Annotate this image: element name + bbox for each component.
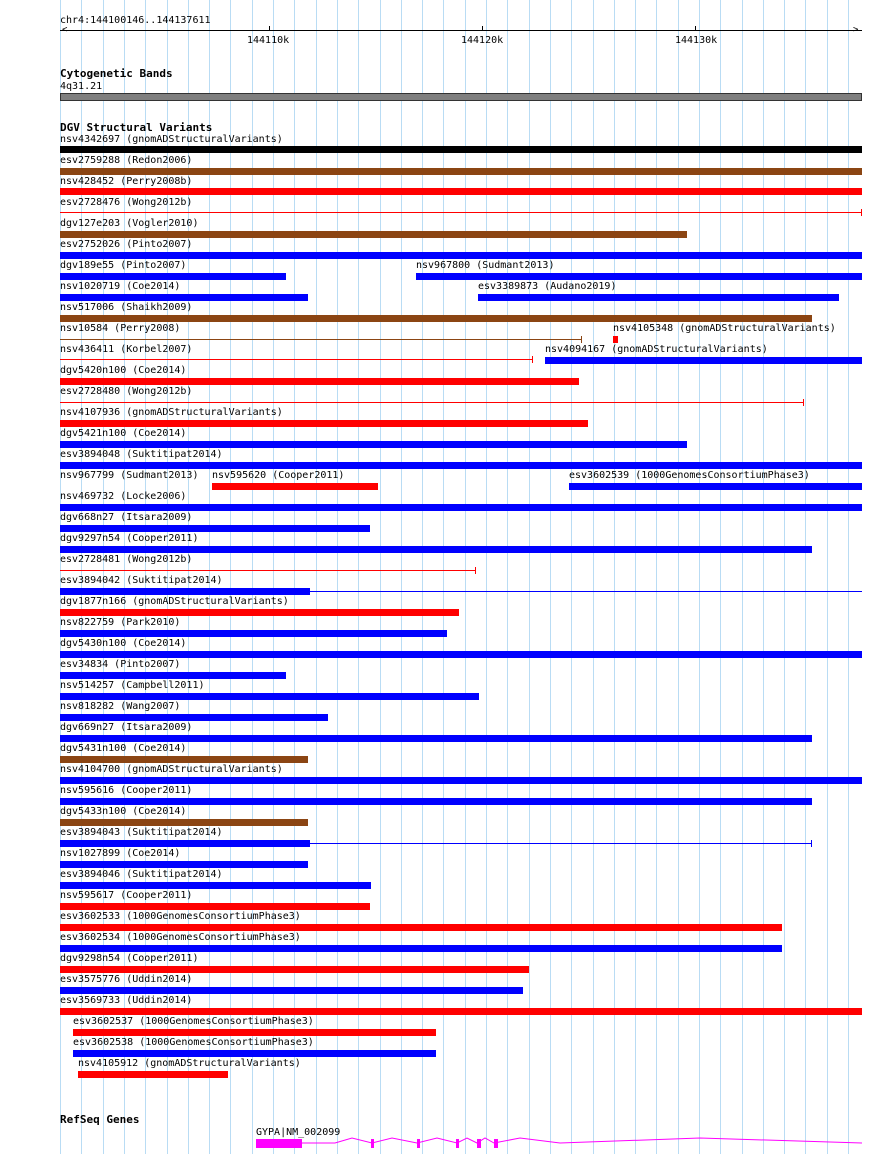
gene-intron-line xyxy=(302,1138,862,1143)
variant-label[interactable]: nsv822759 (Park2010) xyxy=(60,617,181,628)
variant-bar[interactable] xyxy=(60,402,804,403)
variant-label[interactable]: esv3602538 (1000GenomesConsortiumPhase3) xyxy=(73,1037,314,1048)
variant-bar[interactable] xyxy=(60,945,782,952)
variant-bar[interactable] xyxy=(60,462,862,469)
variant-end-tick xyxy=(532,356,533,363)
gene-exon xyxy=(456,1139,459,1148)
variant-bar[interactable] xyxy=(60,630,447,637)
ruler-location: chr4:144100146..144137611 xyxy=(60,15,211,26)
variant-label[interactable]: nsv469732 (Locke2006) xyxy=(60,491,187,502)
variant-end-tick xyxy=(811,840,812,847)
variant-bar[interactable] xyxy=(60,525,370,532)
variant-label[interactable]: dgv5420n100 (Coe2014) xyxy=(60,365,187,376)
variant-bar[interactable] xyxy=(60,546,812,553)
variant-bar[interactable] xyxy=(212,483,378,490)
variant-bar[interactable] xyxy=(60,212,862,213)
variant-bar[interactable] xyxy=(60,168,862,175)
variant-label[interactable]: nsv4105912 (gnomADStructuralVariants) xyxy=(78,1058,301,1069)
variant-label[interactable]: esv3602537 (1000GenomesConsortiumPhase3) xyxy=(73,1016,314,1027)
variant-bar[interactable] xyxy=(60,966,529,973)
variant-bar[interactable] xyxy=(60,315,812,322)
cytoband-bar[interactable] xyxy=(60,93,862,101)
variant-bar[interactable] xyxy=(60,252,862,259)
variant-label[interactable]: dgv669n27 (Itsara2009) xyxy=(60,722,193,733)
variant-label[interactable]: dgv9297n54 (Cooper2011) xyxy=(60,533,199,544)
variant-bar[interactable] xyxy=(73,1050,436,1057)
variant-label[interactable]: nsv10584 (Perry2008) xyxy=(60,323,181,334)
variant-bar[interactable] xyxy=(60,819,308,826)
cytoband-label: 4q31.21 xyxy=(60,81,103,92)
variant-label[interactable]: nsv436411 (Korbel2007) xyxy=(60,344,193,355)
variant-bar[interactable] xyxy=(545,357,862,364)
variant-bar[interactable] xyxy=(60,231,687,238)
gene-model[interactable] xyxy=(0,1130,890,1154)
dgv-track-heading: DGV Structural Variants xyxy=(60,121,213,134)
refseq-track-heading: RefSeq Genes xyxy=(60,1113,140,1126)
variant-bar[interactable] xyxy=(416,273,862,280)
variant-bar[interactable] xyxy=(60,714,328,721)
variant-bar[interactable] xyxy=(60,294,308,301)
ruler-tick xyxy=(269,26,270,31)
variant-end-tick xyxy=(803,399,804,406)
variant-label[interactable]: esv3894048 (Suktitipat2014) xyxy=(60,449,223,460)
variant-bar[interactable] xyxy=(73,1029,436,1036)
variant-label[interactable]: nsv967800 (Sudmant2013) xyxy=(416,260,555,271)
variant-label[interactable]: esv3602534 (1000GenomesConsortiumPhase3) xyxy=(60,932,301,943)
variant-label[interactable]: dgv9298n54 (Cooper2011) xyxy=(60,953,199,964)
ruler-label: 144110k xyxy=(247,35,290,46)
variant-label[interactable]: esv2752026 (Pinto2007) xyxy=(60,239,193,250)
variant-bar[interactable] xyxy=(60,903,370,910)
variant-label[interactable]: dgv189e55 (Pinto2007) xyxy=(60,260,187,271)
variant-bar[interactable] xyxy=(60,882,371,889)
variant-bar[interactable] xyxy=(60,798,812,805)
ruler-tick xyxy=(695,26,696,31)
variant-bar[interactable] xyxy=(60,777,862,784)
gene-exon xyxy=(477,1139,481,1148)
ruler-label: 144120k xyxy=(461,35,504,46)
variant-bar[interactable] xyxy=(60,840,310,847)
variant-label[interactable]: esv3602533 (1000GenomesConsortiumPhase3) xyxy=(60,911,301,922)
variant-label[interactable]: nsv4107936 (gnomADStructuralVariants) xyxy=(60,407,283,418)
variant-bar[interactable] xyxy=(60,504,862,511)
variant-bar[interactable] xyxy=(60,609,459,616)
variant-bar[interactable] xyxy=(60,651,862,658)
variant-bar-extension[interactable] xyxy=(310,591,862,592)
variant-label[interactable]: dgv5431n100 (Coe2014) xyxy=(60,743,187,754)
variant-label[interactable]: dgv1877n166 (gnomADStructuralVariants) xyxy=(60,596,289,607)
variant-label[interactable]: nsv818282 (Wang2007) xyxy=(60,701,181,712)
variant-label[interactable]: nsv4094167 (gnomADStructuralVariants) xyxy=(545,344,768,355)
variant-label[interactable]: dgv127e203 (Vogler2010) xyxy=(60,218,199,229)
ruler-line xyxy=(60,30,862,31)
variant-bar[interactable] xyxy=(60,735,812,742)
gene-exon xyxy=(417,1139,420,1148)
variant-label[interactable]: dgv5433n100 (Coe2014) xyxy=(60,806,187,817)
variant-label[interactable]: nsv428452 (Perry2008b) xyxy=(60,176,193,187)
variant-bar[interactable] xyxy=(60,359,533,360)
variant-label[interactable]: nsv967799 (Sudmant2013) xyxy=(60,470,199,481)
variant-bar[interactable] xyxy=(60,756,308,763)
variant-label[interactable]: nsv595616 (Cooper2011) xyxy=(60,785,193,796)
variant-end-tick xyxy=(475,567,476,574)
gene-label: GYPA|NM_002099 xyxy=(256,1127,341,1138)
variant-bar[interactable] xyxy=(60,146,862,153)
variant-label[interactable]: nsv595617 (Cooper2011) xyxy=(60,890,193,901)
gene-exon xyxy=(371,1139,374,1148)
variant-bar[interactable] xyxy=(60,339,582,340)
variant-label[interactable]: esv2728480 (Wong2012b) xyxy=(60,386,193,397)
variant-bar[interactable] xyxy=(78,1071,228,1078)
variant-label[interactable]: esv2728481 (Wong2012b) xyxy=(60,554,193,565)
variant-bar[interactable] xyxy=(60,441,687,448)
variant-bar[interactable] xyxy=(60,1008,862,1015)
ruler-label: 144130k xyxy=(675,35,718,46)
gene-exon xyxy=(494,1139,498,1148)
variant-label[interactable]: nsv4104700 (gnomADStructuralVariants) xyxy=(60,764,283,775)
variant-label[interactable]: esv2728476 (Wong2012b) xyxy=(60,197,193,208)
variant-label[interactable]: nsv595620 (Cooper2011) xyxy=(212,470,345,481)
variant-bar[interactable] xyxy=(60,188,862,195)
variant-label[interactable]: esv2759288 (Redon2006) xyxy=(60,155,193,166)
variant-bar[interactable] xyxy=(613,336,618,343)
variant-bar[interactable] xyxy=(60,378,579,385)
variant-label[interactable]: nsv4105348 (gnomADStructuralVariants) xyxy=(613,323,836,334)
variant-bar[interactable] xyxy=(60,672,286,679)
variant-bar[interactable] xyxy=(60,693,479,700)
variant-label[interactable]: esv3575776 (Uddin2014) xyxy=(60,974,193,985)
variant-label[interactable]: dgv668n27 (Itsara2009) xyxy=(60,512,193,523)
variant-label[interactable]: nsv514257 (Campbell2011) xyxy=(60,680,205,691)
variant-bar[interactable] xyxy=(60,861,308,868)
variant-label[interactable]: esv3602539 (1000GenomesConsortiumPhase3) xyxy=(569,470,810,481)
variant-label[interactable]: esv3569733 (Uddin2014) xyxy=(60,995,193,1006)
variant-bar[interactable] xyxy=(569,483,862,490)
cytoband-track-heading: Cytogenetic Bands xyxy=(60,67,173,80)
variant-label[interactable]: esv3894043 (Suktitipat2014) xyxy=(60,827,223,838)
variant-label[interactable]: nsv1020719 (Coe2014) xyxy=(60,281,181,292)
variant-bar[interactable] xyxy=(60,420,588,427)
variant-bar[interactable] xyxy=(60,273,286,280)
variant-bar[interactable] xyxy=(60,987,523,994)
variant-label[interactable]: esv34834 (Pinto2007) xyxy=(60,659,181,670)
variant-bar[interactable] xyxy=(60,570,476,571)
variant-end-tick xyxy=(861,209,862,216)
gene-exon xyxy=(256,1139,302,1148)
variant-label[interactable]: nsv517006 (Shaikh2009) xyxy=(60,302,193,313)
variant-bar[interactable] xyxy=(60,588,310,595)
variant-label[interactable]: nsv4342697 (gnomADStructuralVariants) xyxy=(60,134,283,145)
variant-end-tick xyxy=(581,336,582,343)
ruler-tick xyxy=(482,26,483,31)
variant-label[interactable]: dgv5421n100 (Coe2014) xyxy=(60,428,187,439)
variant-label[interactable]: esv3894042 (Suktitipat2014) xyxy=(60,575,223,586)
ruler-left-arrow: < xyxy=(62,25,68,35)
variant-label[interactable]: nsv1027899 (Coe2014) xyxy=(60,848,181,859)
variant-bar[interactable] xyxy=(60,924,782,931)
variant-label[interactable]: esv3389873 (Audano2019) xyxy=(478,281,617,292)
variant-label[interactable]: esv3894046 (Suktitipat2014) xyxy=(60,869,223,880)
variant-bar-extension[interactable] xyxy=(310,843,812,844)
variant-bar[interactable] xyxy=(478,294,839,301)
variant-label[interactable]: dgv5430n100 (Coe2014) xyxy=(60,638,187,649)
ruler-right-arrow: > xyxy=(853,25,859,35)
